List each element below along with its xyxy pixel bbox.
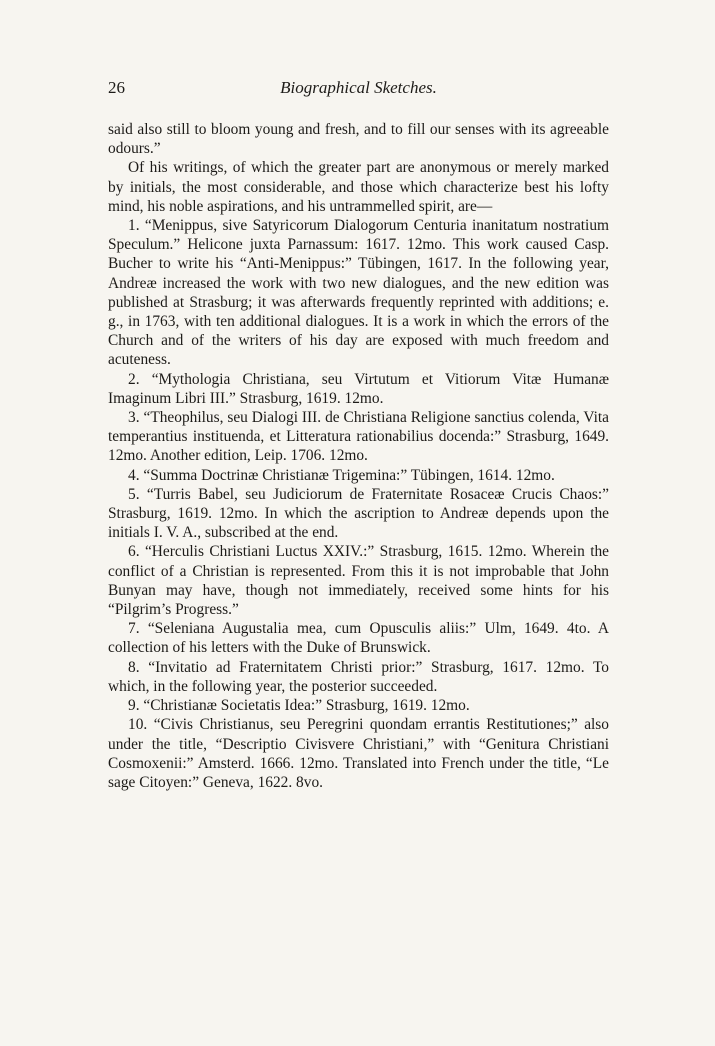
page-number: 26 [108, 78, 125, 97]
list-item-2: 2. “Mythologia Christiana, seu Virtutum et Vitiorum Vitæ Humanæ Imaginum Libri III.” Strasburg, 1619. 12mo. [108, 370, 609, 407]
list-item-10: 10. “Civis Christianus, seu Peregrini quondam errantis Restitutiones;” also under the title, “Descriptio Civisvere Christiani,” with “Genitura Christiani Cosmoxenii:” Amsterd. 1666. 12mo. Translated into French under the title, “Le sage Citoyen:” Geneva, 1622. 8vo. [108, 716, 609, 791]
list-item-7: 7. “Seleniana Augustalia mea, cum Opusculis aliis:” Ulm, 1649. 4to. A collection of his letters with the Duke of Brunswick. [108, 620, 609, 657]
paragraph: Of his writings, of which the greater part are anonymous or merely marked by initials, the most considerable, and those which characterize best his lofty mind, his noble aspirations, and his untrammelled spirit, are— [108, 159, 609, 215]
list-item-3: 3. “Theophilus, seu Dialogi III. de Christiana Religione sanctius colenda, Vita temperantius instituenda, et Litteratura rationabilius docenda:” Strasburg, 1649. 12mo. Another edition, Leip. 1706. 12mo. [108, 409, 609, 465]
list-item-4: 4. “Summa Doctrinæ Christianæ Trigemina:” Tübingen, 1614. 12mo. [128, 466, 555, 484]
list-item-6: 6. “Herculis Christiani Luctus XXIV.:” Strasburg, 1615. 12mo. Wherein the conflict of a Christian is represented. From this it is not improbable that John Bunyan may have, though not immediately, received some hints for his “Pilgrim’s Progress.” [108, 543, 609, 619]
list-item-8: 8. “Invitatio ad Fraternitatem Christi prior:” Strasburg, 1617. 12mo. To which, in the following year, the posterior succeeded. [108, 658, 609, 695]
list-item-5: 5. “Turris Babel, seu Judiciorum de Fraternitate Rosaceæ Crucis Chaos:” Strasburg, 1619. 12mo. In which the ascription to Andreæ depends upon the initials I. V. A., subscribed at the end. [108, 485, 609, 542]
running-title: Biographical Sketches. [280, 78, 437, 97]
page-header [108, 78, 609, 108]
paragraph: said also still to bloom young and fresh, and to fill our senses with its agreeable odours.” [108, 121, 609, 158]
list-item-1: 1. “Menippus, sive Satyricorum Dialogorum Centuria inanitatum nostratium Speculum.” Helicone juxta Parnassum: 1617. 12mo. This work caused Casp. Bucher to write his “Anti-Menippus:” Tübingen, 1617. In the following year, Andreæ increased the work with two new dialogues, and the new edition was published at Strasburg; it was afterwards frequently reprinted with additions; e. g., in 1763, with ten additional dialogues. It is a work in which the errors of the Church and of the writers of his day are exposed with much freedom and acuteness. [108, 217, 609, 369]
list-item-9: 9. “Christianæ Societatis Idea:” Strasburg, 1619. 12mo. [128, 697, 470, 715]
body-text [108, 120, 609, 792]
